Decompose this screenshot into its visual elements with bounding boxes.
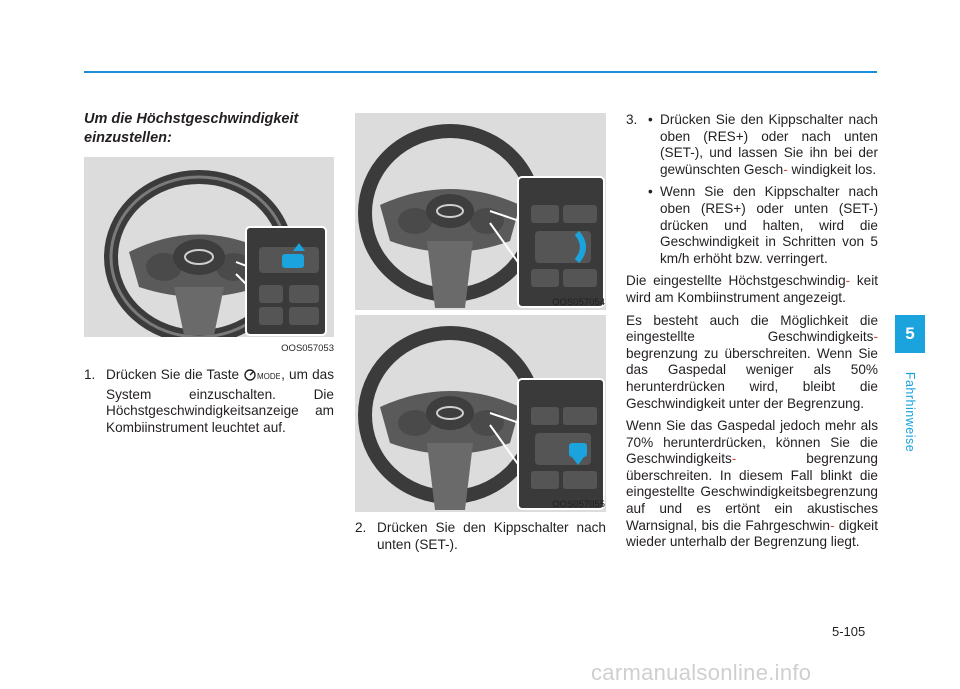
step-2-number: 2. [355,520,367,535]
step-1-text-after: , um das System einzuschalten. Die Höchstgeschwindigkeitsanzeige am Kombiinstrument leuchtet auf. [106,367,334,435]
figure-steering-wheel-3 [355,315,606,512]
bullet-icon: • [648,184,653,200]
steering-wheel-illustration [84,157,334,337]
figure-steering-wheel-1 [84,157,334,337]
paragraph-1: Die eingestellte Höchstgeschwindig- keit wird am Kombiinstrument angezeigt. [626,273,879,305]
page-number: 5-105 [832,624,866,639]
step-3-bullet-1a: Drücken Sie den Kippschalter nach oben (RES+) oder nach unten (SET-), und lassen Sie ihn bei der gewünschten Gesch [660,112,878,177]
steering-wheel-illustration [355,113,606,310]
step-2-text: Drücken Sie den Kippschalter nach unten (SET-). [377,520,606,552]
step-2 [355,520,606,553]
paragraph-2: Es besteht auch die Möglichkeit die eingestellte Geschwindigkeits- begrenzung zu überschreiten. Wenn Sie das Gaspedal weniger als 50% herunterdrücken wird, bleibt die Geschwindigkeit unter der Begrenzung. [626,312,878,411]
soft-hyphen: - [783,161,788,177]
figure-code-2: OOS057054 [552,297,605,308]
paragraph-3: Wenn Sie das Gaspedal jedoch mehr als 70% herunterdrücken, können Sie die Geschwindigkeits- begrenzung überschreiten. In diesem Fall blinkt die eingestellte Geschwindigkeitsbegrenzung auf und es ertönt ein akustisches Warnsignal, bis die Fahrgeschwin- digkeit wieder unterhalb der Begrenzung liegt. [626,418,878,550]
header-rule [84,71,877,73]
chapter-title-vertical: Fahrhinweise [903,371,917,453]
watermark: carmanualsonline.info [591,660,812,685]
step-3 [626,112,878,551]
step-1-number: 1. [84,367,96,382]
figure-code-3: OOS057055 [552,499,605,510]
section-heading: Um die Höchstgeschwindigkeit einzustellen: [84,111,299,146]
steering-wheel-illustration [355,315,606,512]
chapter-tab: 5 [895,315,925,353]
step-3-bullet-2: Wenn Sie den Kippschalter nach oben (RES+) oder unten (SET-) drücken und halten, wird die Geschwindigkeit in Schritten von 5 km/h erhöht bzw. verringert. [660,184,878,266]
figure-code-1: OOS057053 [281,343,334,354]
bullet-icon: • [648,112,653,127]
step-3-number: 3. [626,112,638,127]
step-1 [84,367,334,436]
cruise-mode-icon [244,367,280,387]
figure-steering-wheel-2 [355,113,606,310]
mode-label: MODE [257,372,281,381]
step-3-bullet-1b: windigkeit los. [791,161,877,177]
step-1-text-before: Drücken Sie die Taste [106,367,244,382]
